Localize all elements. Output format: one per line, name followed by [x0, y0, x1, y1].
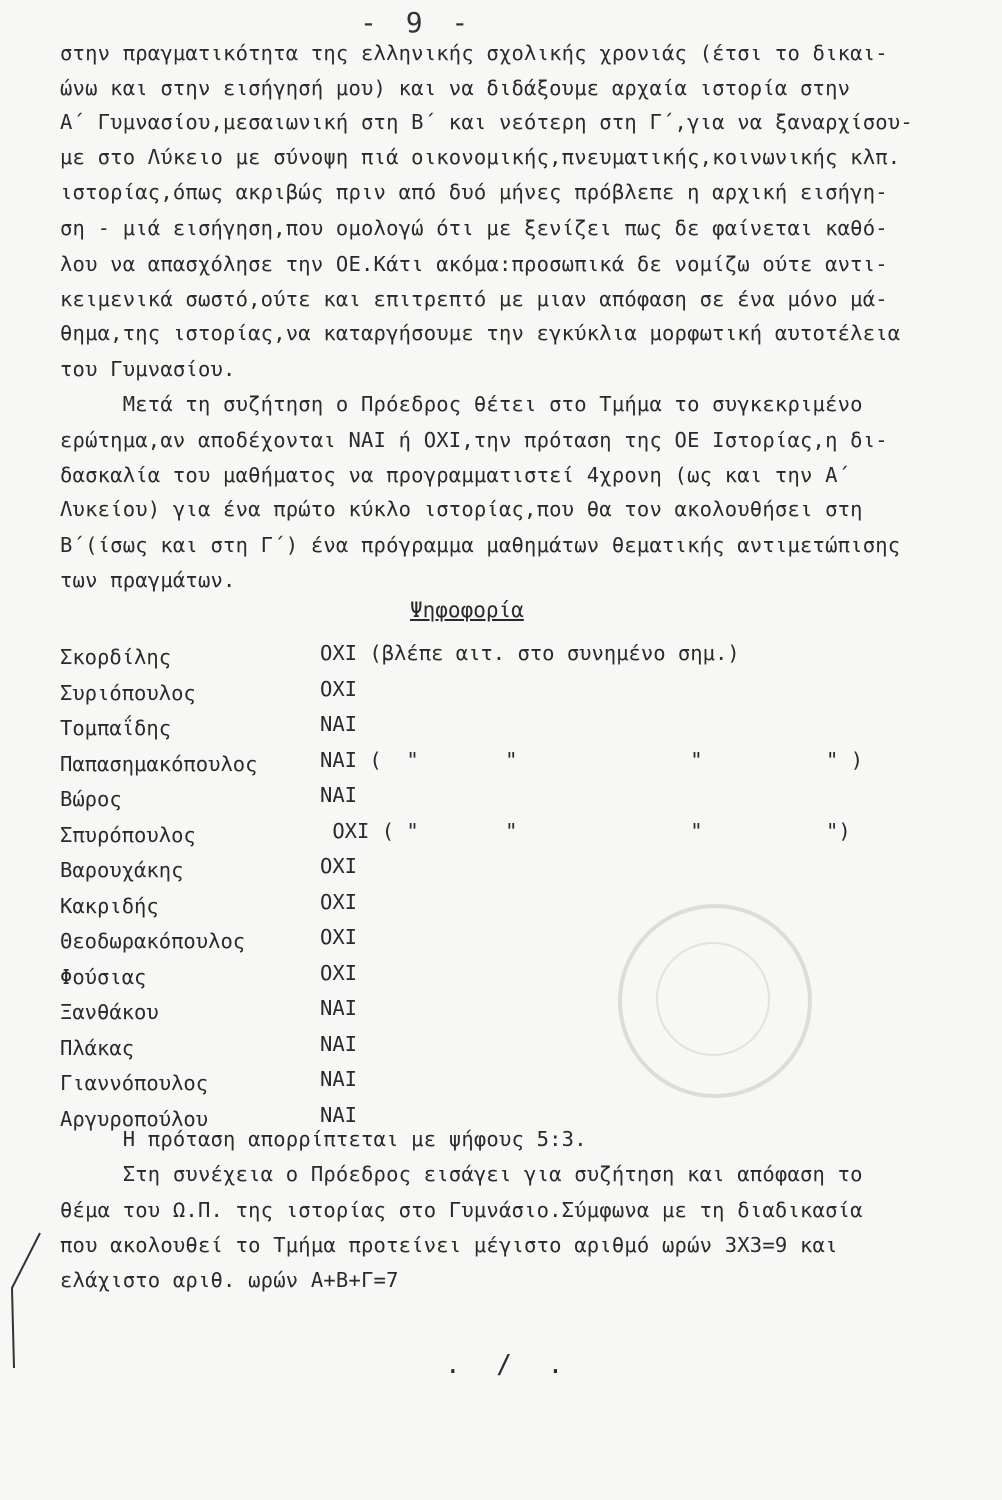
paragraph-line: ση - μιά εισήγηση,που ομολογώ ότι με ξενίζει πως δε φαίνεται καθό-: [60, 216, 888, 240]
paragraph-line: Μετά τη συζήτηση ο Πρόεδρος θέτει στο Τμήμα το συγκεκριμένο: [60, 392, 863, 416]
vote-value: ΝΑΙ ( " " " " ): [320, 747, 864, 772]
vote-value: ΟΧΙ: [320, 960, 358, 985]
vote-value: ΟΧΙ ( " " " "): [320, 818, 851, 843]
voter-name: Θεοδωρακόπουλος: [60, 929, 246, 953]
vote-heading: Ψηφοφορία: [410, 598, 524, 622]
closing-line: θέμα του Ω.Π. της ιστορίας στο Γυμνάσιο.Σύμφωνα με τη διαδικασία: [60, 1198, 863, 1222]
voter-name: Τομπαΐδης: [60, 716, 172, 740]
vote-value: ΝΑΙ: [320, 712, 358, 736]
vote-value: ΝΑΙ: [320, 1067, 358, 1091]
closing-line: Η πρόταση απορρίπτεται με ψήφους 5:3.: [60, 1127, 587, 1151]
paragraph-line: Β΄(ίσως και στη Γ΄) ένα πρόγραμμα μαθημάτων θεματικής αντιμετώπισης: [60, 533, 901, 557]
vote-value: ΝΑΙ: [320, 996, 358, 1020]
voter-name: Βώρος: [60, 787, 122, 811]
vote-value: ΟΧΙ: [320, 676, 358, 701]
paragraph-line: ώνω και στην εισήγησή μου) και να διδάξουμε αρχαία ιστορία στην: [60, 76, 851, 100]
paragraph-line: των πραγμάτων.: [60, 568, 236, 592]
voter-name: Αργυροπούλου: [60, 1106, 209, 1131]
closing-line: Στη συνέχεια ο Πρόεδρος εισάγει για συζήτηση και απόφαση το: [60, 1162, 863, 1186]
voter-name: Φούσιας: [60, 964, 147, 989]
voter-name: Παπασημακόπουλος: [60, 751, 258, 776]
paragraph-line: Α΄ Γυμνασίου,μεσαιωνική στη Β΄ και νεότερη στη Γ΄,για να ξαναρχίσου-: [60, 110, 913, 134]
vote-value: ΝΑΙ: [320, 1031, 358, 1056]
voter-name: Βαρουχάκης: [60, 858, 184, 882]
continuation-mark: . / .: [445, 1350, 574, 1380]
vote-value: ΟΧΙ: [320, 854, 358, 878]
paragraph-line: λου να απασχόλησε την ΟΕ.Κάτι ακόμα:προσωπικά δε νομίζω ούτε αντι-: [60, 252, 888, 276]
closing-line: ελάχιστο αριθ. ωρών Α+Β+Γ=7: [60, 1268, 399, 1292]
voter-name: Κακριδής: [60, 893, 159, 918]
paragraph-line: ερώτημα,αν αποδέχονται ΝΑΙ ή ΟΧΙ,την πρόταση της ΟΕ Ιστορίας,η δι-: [60, 428, 888, 452]
paragraph-line: θημα,της ιστορίας,να καταργήσουμε την εγκύκλια μορφωτική αυτοτέλεια: [60, 321, 901, 345]
voter-name: Πλάκας: [60, 1035, 135, 1060]
paragraph-line: Λυκείου) για ένα πρώτο κύκλο ιστορίας,που θα τον ακολουθήσει στη: [60, 497, 863, 521]
closing-line: που ακολουθεί το Τμήμα προτείνει μέγιστο αριθμό ωρών 3Χ3=9 και: [60, 1233, 838, 1257]
voter-name: Σκορδίλης: [60, 645, 172, 669]
voter-name: Γιαννόπουλος: [60, 1071, 209, 1095]
voter-name: Σπυρόπουλος: [60, 822, 196, 847]
margin-handwritten-mark: [0, 1228, 60, 1378]
vote-value: ΟΧΙ (βλέπε αιτ. στο συνημένο σημ.): [320, 641, 740, 665]
paragraph-line: ιστορίας,όπως ακριβώς πριν από δυό μήνες πρόβλεπε η αρχική εισήγη-: [60, 180, 888, 204]
vote-value: ΝΑΙ: [320, 783, 358, 807]
page-number: - 9 -: [360, 6, 475, 39]
paragraph-line: του Γυμνασίου.: [60, 357, 236, 381]
paragraph-line: κειμενικά σωστό,ούτε και επιτρεπτό με μιαν απόφαση σε ένα μόνο μά-: [60, 287, 888, 311]
vote-value: ΟΧΙ: [320, 889, 358, 914]
paragraph-line: δασκαλία του μαθήματος να προγραμματιστεί 4χρονη (ως και την Α΄: [60, 463, 851, 487]
voter-name: Συριόπουλος: [60, 680, 196, 705]
paragraph-line: στην πραγματικότητα της ελληνικής σχολικής χρονιάς (έτσι το δικαι-: [60, 41, 888, 65]
voter-name: Ξανθάκου: [60, 1000, 159, 1024]
official-seal-stamp: [618, 904, 812, 1098]
paragraph-line: με στο Λύκειο με σύνοψη πιά οικονομικής,πνευματικής,κοινωνικής κλπ.: [60, 145, 901, 169]
vote-value: ΝΑΙ: [320, 1102, 358, 1127]
vote-value: ΟΧΙ: [320, 925, 358, 949]
